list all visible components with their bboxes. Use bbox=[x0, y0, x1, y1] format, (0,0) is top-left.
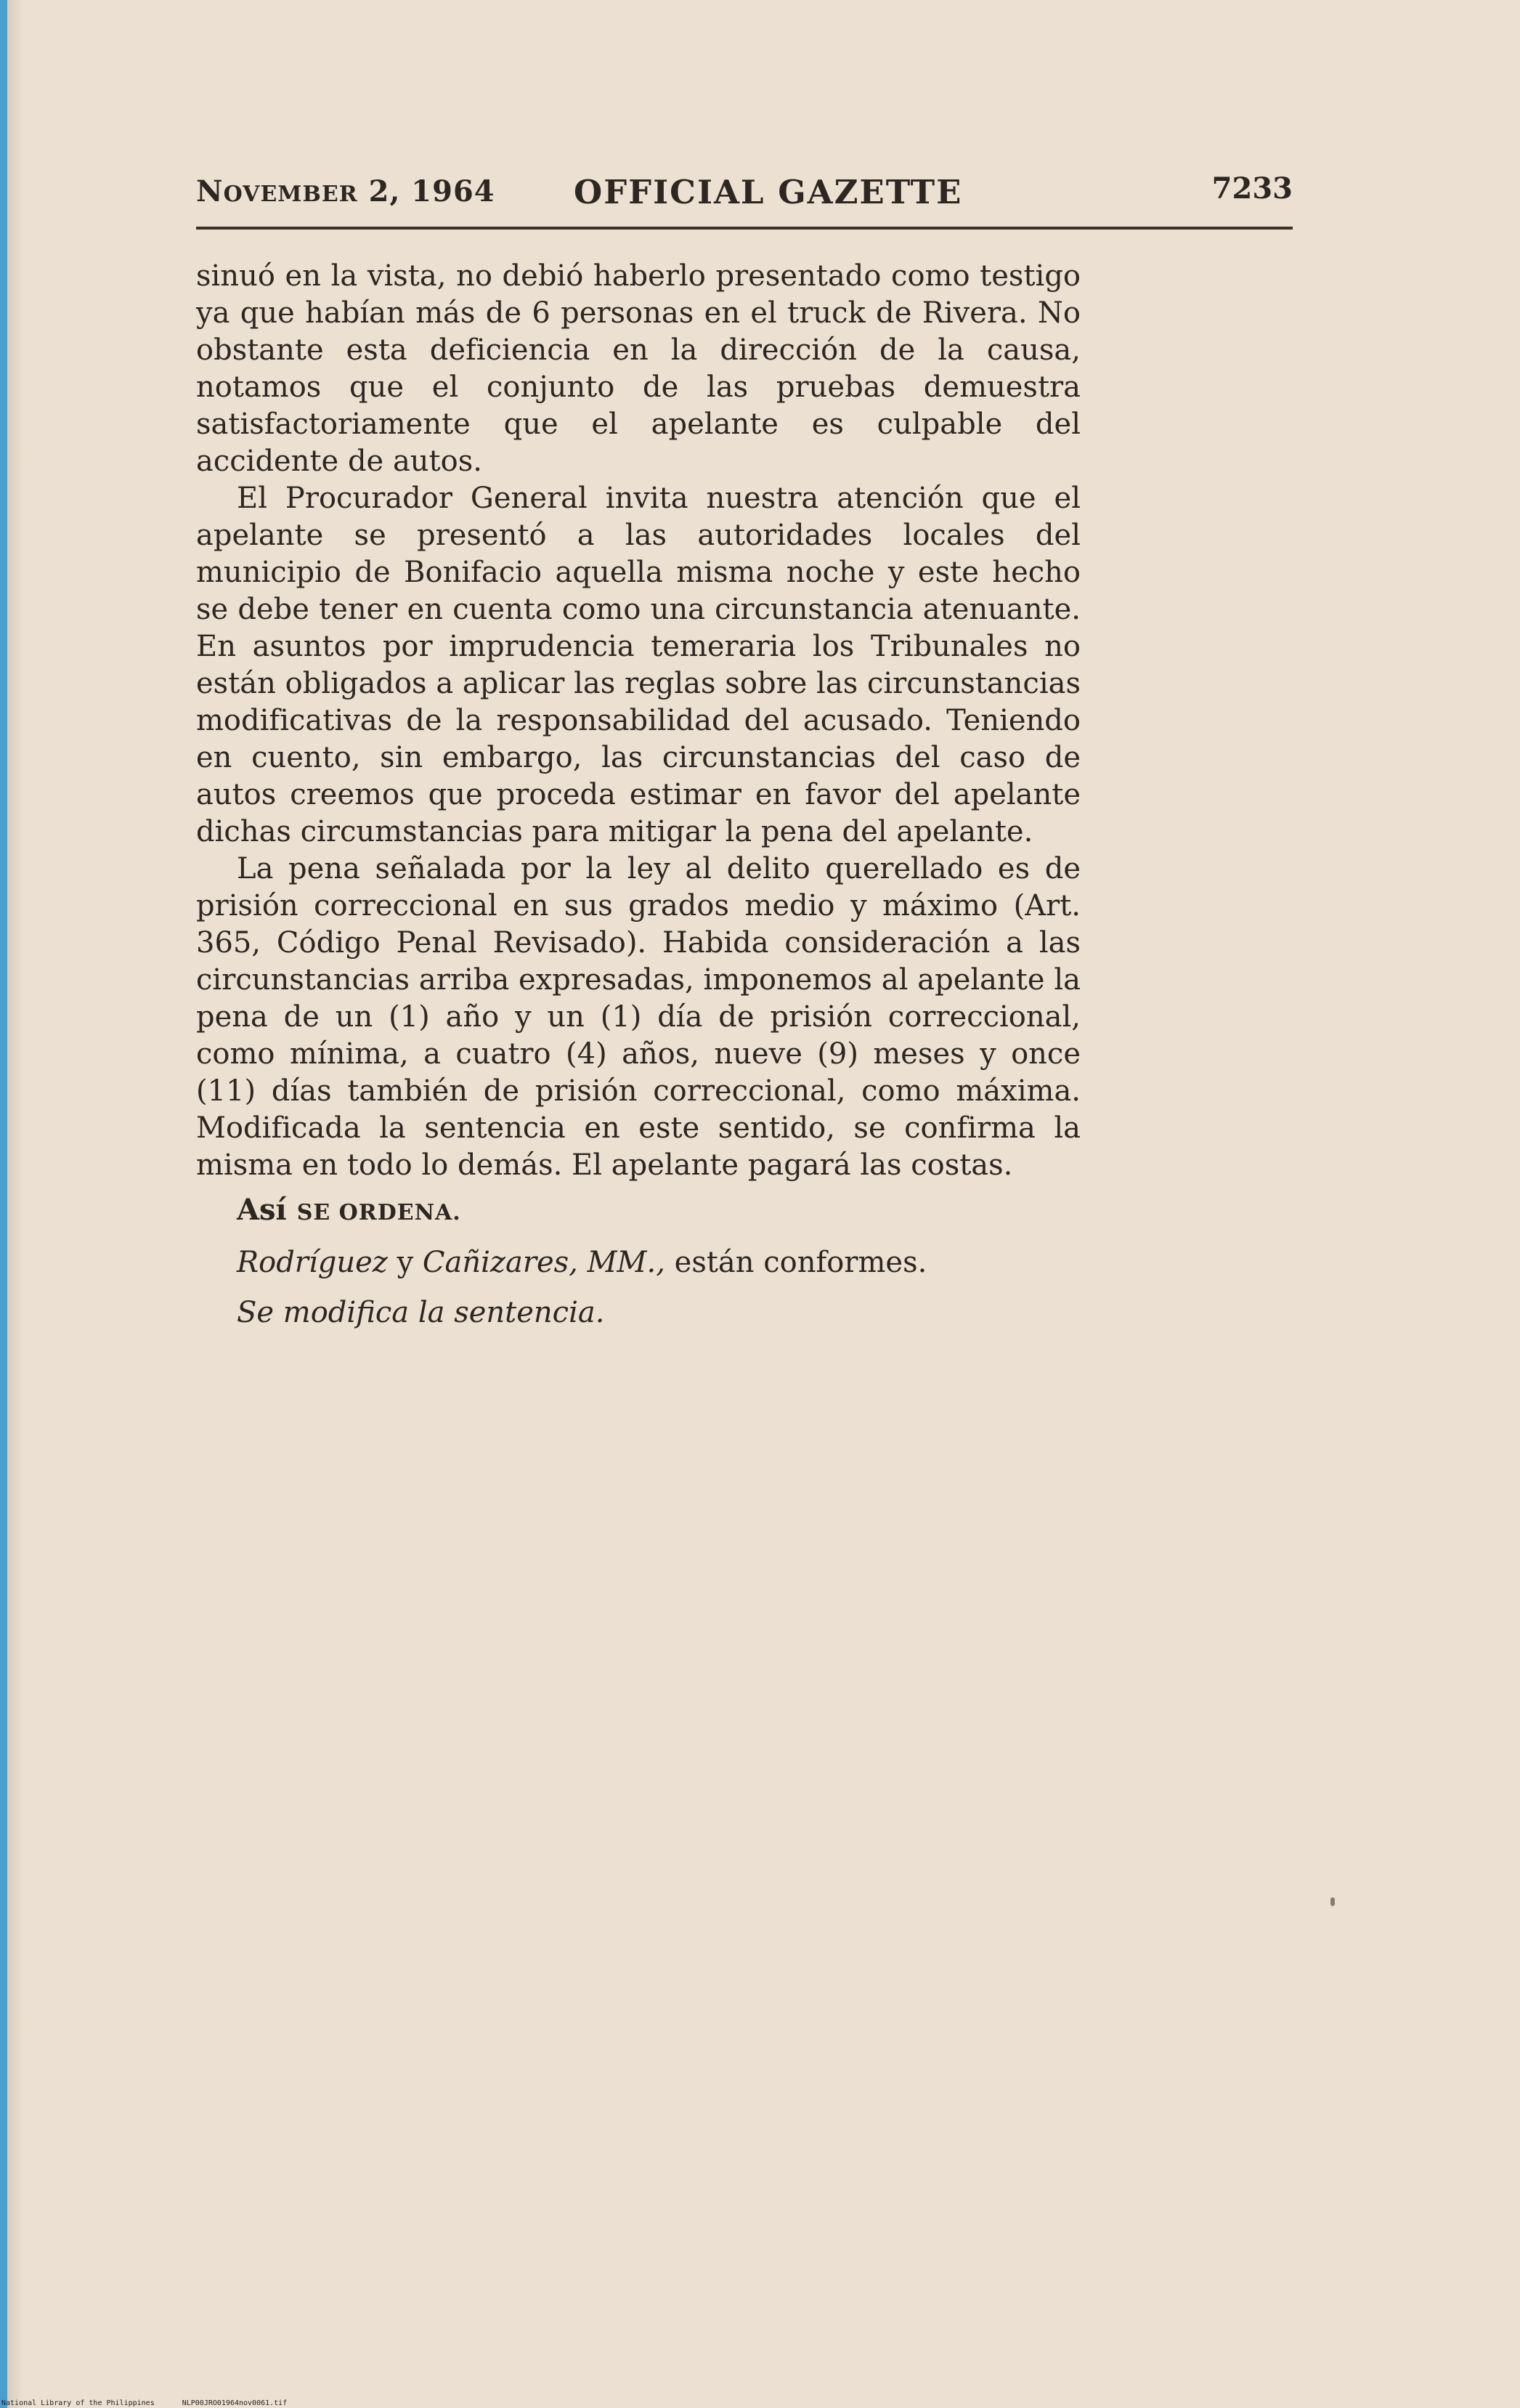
closing-block bbox=[237, 1191, 1108, 1345]
paper-speck bbox=[1330, 1897, 1335, 1906]
header-date: NOVEMBER 2, 1964 bbox=[196, 174, 495, 208]
paragraph-3: La pena señalada por la ley al delito querellado es de prisión correccional en sus grados medio y máximo (Art. 365, Código Penal Revisado). Habida consideración a las circunstancias arriba expresadas, imponemos al apelante la pena de un (1) año y un (1) día de prisión correccional, como mínima, a cuatro (4) años, nueve (9) meses y once (11) días también de prisión correccional, como máxima. Modificada la sentencia en este sentido, se confirma la misma en todo lo demás. El apelante pagará las costas. bbox=[196, 852, 1081, 1182]
scan-edge bbox=[0, 0, 7, 2408]
footer-filename: NLP00JRO01964nov0061.tif bbox=[182, 2399, 288, 2407]
running-header bbox=[196, 167, 1293, 218]
concur-name-1: Rodríguez bbox=[237, 1246, 388, 1279]
scan-footer bbox=[1, 2399, 314, 2407]
footer-library: National Library of the Philippines bbox=[1, 2399, 155, 2407]
concur-name-2: Cañizares, MM., bbox=[422, 1246, 665, 1279]
paragraph-2: El Procurador General invita nuestra atención que el apelante se presentó a las autoridades locales del municipio de Bonifacio aquella misma noche y este hecho se debe tener en cuenta como una circunstancia atenuante. En asuntos por imprudencia temeraria los Tribunales no están obligados a aplicar las reglas sobre las circunstancias modificativas de la responsabilidad del acusado. Teniendo en cuento, sin embargo, las circunstancias del caso de autos creemos que proceda estimar en favor del apelante dichas circumstancias para mitigar la pena del apelante. bbox=[196, 482, 1081, 848]
concur-and: y bbox=[397, 1246, 414, 1279]
concur-rest: están conformes. bbox=[674, 1246, 927, 1279]
disposition-text: Se modifica la sentencia. bbox=[237, 1296, 605, 1329]
page-number: 7233 bbox=[1211, 171, 1293, 206]
so-ordered-rest: SE ORDENA. bbox=[296, 1200, 461, 1225]
header-title: OFFICIAL GAZETTE bbox=[574, 173, 963, 211]
concurrence bbox=[237, 1244, 1108, 1281]
so-ordered bbox=[237, 1191, 1108, 1231]
scan-edge-shade bbox=[7, 0, 23, 2408]
header-rule bbox=[196, 227, 1293, 230]
paragraph-1: sinuó en la vista, no debió haberlo presentado como testigo ya que habían más de 6 personas en el truck de Rivera. No obstante esta deficiencia en la dirección de la causa, notamos que el conjunto de las pruebas demuestra satisfactoriamente que el apelante es culpable del accidente de autos. bbox=[196, 259, 1081, 478]
so-ordered-prefix: Así bbox=[237, 1193, 287, 1227]
disposition bbox=[237, 1294, 1108, 1331]
body-text bbox=[196, 258, 1081, 1184]
